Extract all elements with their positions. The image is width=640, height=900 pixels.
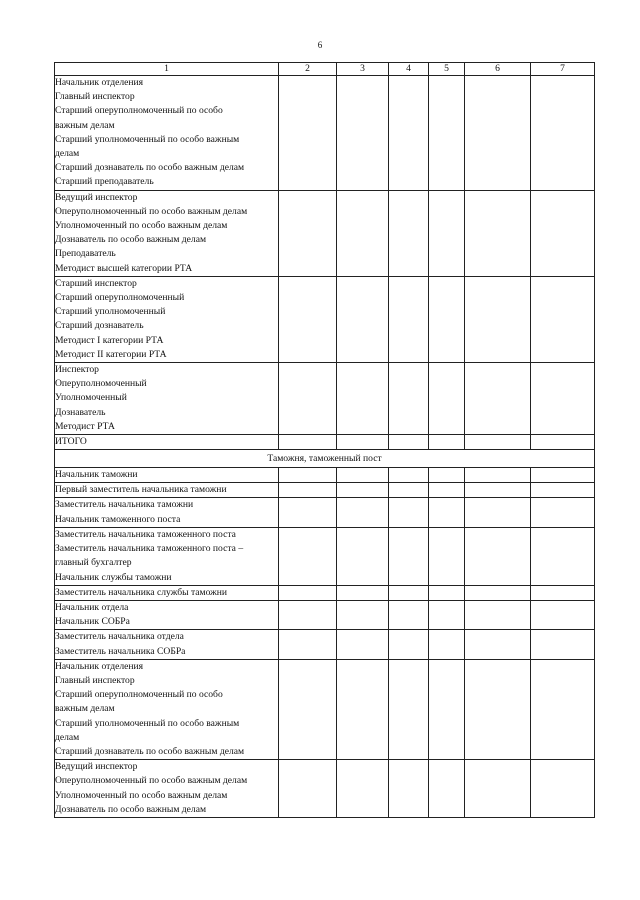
empty-cell bbox=[389, 600, 429, 629]
position-title: Старший уполномоченный по особо важным bbox=[55, 717, 240, 729]
group-row bbox=[55, 76, 595, 191]
position-title: Заместитель начальника таможенного поста – bbox=[55, 543, 244, 555]
column-header: 1 bbox=[55, 63, 279, 76]
empty-cell bbox=[531, 600, 595, 629]
position-title: Уполномоченный по особо важным делам bbox=[55, 220, 228, 232]
page-number: 6 bbox=[317, 40, 323, 50]
position-title: Начальник отделения bbox=[55, 660, 144, 672]
position-title: Начальник СОБРа bbox=[55, 616, 130, 628]
empty-cell bbox=[279, 600, 337, 629]
position-title: Ведущий инспектор bbox=[55, 761, 138, 773]
position-title: Методист высшей категории РТА bbox=[55, 262, 193, 274]
position-list bbox=[55, 585, 279, 600]
position-title: Старший оперуполномоченный по особо bbox=[55, 105, 223, 117]
empty-cell bbox=[531, 760, 595, 818]
position-list bbox=[55, 600, 279, 629]
position-title: делам bbox=[55, 148, 80, 160]
position-title: Старший дознаватель по особо важным делам bbox=[55, 162, 245, 174]
empty-cell bbox=[337, 468, 389, 483]
position-list bbox=[55, 630, 279, 659]
empty-cell bbox=[429, 363, 465, 435]
position-title: Старший оперуполномоченный bbox=[55, 292, 185, 304]
position-title: Старший преподаватель bbox=[55, 176, 154, 188]
empty-cell bbox=[465, 585, 531, 600]
empty-cell bbox=[429, 585, 465, 600]
position-list bbox=[55, 483, 279, 498]
position-title: Начальник службы таможни bbox=[55, 571, 172, 583]
position-title: Дознаватель bbox=[55, 406, 106, 418]
empty-cell bbox=[279, 363, 337, 435]
group-row bbox=[55, 498, 595, 527]
position-list bbox=[55, 468, 279, 483]
empty-cell bbox=[429, 483, 465, 498]
empty-cell bbox=[465, 498, 531, 527]
empty-cell bbox=[337, 659, 389, 759]
position-title: Оперуполномоченный по особо важным делам bbox=[55, 775, 248, 787]
empty-cell bbox=[531, 76, 595, 191]
empty-cell bbox=[389, 76, 429, 191]
empty-cell bbox=[465, 630, 531, 659]
empty-cell bbox=[337, 363, 389, 435]
column-header: 2 bbox=[279, 63, 337, 76]
empty-cell bbox=[279, 483, 337, 498]
column-header: 4 bbox=[389, 63, 429, 76]
position-title: важным делам bbox=[55, 703, 115, 715]
empty-cell bbox=[389, 498, 429, 527]
empty-cell bbox=[531, 659, 595, 759]
position-title: Начальник отдела bbox=[55, 601, 129, 613]
column-header: 6 bbox=[465, 63, 531, 76]
group-row bbox=[55, 527, 595, 585]
empty-cell bbox=[429, 659, 465, 759]
group-row bbox=[55, 468, 595, 483]
position-title: Методист I категории РТА bbox=[55, 334, 164, 346]
group-row bbox=[55, 585, 595, 600]
position-title: Начальник отделения bbox=[55, 77, 144, 88]
empty-cell bbox=[389, 760, 429, 818]
staff-table bbox=[54, 62, 595, 818]
position-title: Заместитель начальника СОБРа bbox=[55, 645, 186, 657]
empty-cell bbox=[389, 363, 429, 435]
section-row bbox=[55, 450, 595, 468]
empty-cell bbox=[531, 630, 595, 659]
position-title: Заместитель начальника службы таможни bbox=[55, 586, 228, 598]
empty-cell bbox=[429, 527, 465, 585]
position-title: Уполномоченный по особо важным делам bbox=[55, 789, 228, 801]
empty-cell bbox=[389, 190, 429, 276]
position-title: Оперуполномоченный bbox=[55, 378, 147, 390]
position-title: важным делам bbox=[55, 119, 115, 131]
group-row bbox=[55, 190, 595, 276]
group-row bbox=[55, 630, 595, 659]
position-title: Заместитель начальника таможенного поста bbox=[55, 528, 236, 540]
empty-cell bbox=[279, 760, 337, 818]
total-row bbox=[55, 435, 595, 450]
position-title: Начальник таможни bbox=[55, 469, 138, 481]
empty-cell bbox=[389, 468, 429, 483]
empty-cell bbox=[465, 190, 531, 276]
empty-cell bbox=[389, 659, 429, 759]
empty-cell bbox=[279, 435, 337, 450]
position-title: Старший дознаватель bbox=[55, 320, 144, 332]
position-title: Инспектор bbox=[55, 364, 99, 376]
column-header: 5 bbox=[429, 63, 465, 76]
empty-cell bbox=[429, 600, 465, 629]
position-list bbox=[55, 363, 279, 435]
empty-cell bbox=[279, 585, 337, 600]
empty-cell bbox=[465, 760, 531, 818]
position-title: Заместитель начальника отдела bbox=[55, 631, 184, 643]
position-title: Главный инспектор bbox=[55, 91, 135, 103]
position-title: Старший дознаватель по особо важным делам bbox=[55, 745, 245, 757]
empty-cell bbox=[337, 630, 389, 659]
position-list bbox=[55, 527, 279, 585]
empty-cell bbox=[389, 527, 429, 585]
empty-cell bbox=[531, 435, 595, 450]
empty-cell bbox=[389, 435, 429, 450]
empty-cell bbox=[389, 483, 429, 498]
position-list bbox=[55, 76, 279, 191]
empty-cell bbox=[465, 527, 531, 585]
empty-cell bbox=[279, 527, 337, 585]
empty-cell bbox=[279, 468, 337, 483]
empty-cell bbox=[465, 276, 531, 362]
group-row bbox=[55, 363, 595, 435]
position-list bbox=[55, 760, 279, 818]
empty-cell bbox=[389, 585, 429, 600]
column-header: 7 bbox=[531, 63, 595, 76]
position-title: Старший уполномоченный bbox=[55, 306, 166, 318]
empty-cell bbox=[279, 190, 337, 276]
empty-cell bbox=[337, 435, 389, 450]
header-row bbox=[55, 63, 595, 76]
empty-cell bbox=[429, 498, 465, 527]
position-title: Старший уполномоченный по особо важным bbox=[55, 133, 240, 145]
empty-cell bbox=[465, 363, 531, 435]
position-list bbox=[55, 190, 279, 276]
empty-cell bbox=[337, 190, 389, 276]
column-header: 3 bbox=[337, 63, 389, 76]
empty-cell bbox=[279, 498, 337, 527]
empty-cell bbox=[337, 483, 389, 498]
position-title: Оперуполномоченный по особо важным делам bbox=[55, 205, 248, 217]
group-row bbox=[55, 483, 595, 498]
empty-cell bbox=[429, 190, 465, 276]
empty-cell bbox=[465, 659, 531, 759]
empty-cell bbox=[337, 585, 389, 600]
empty-cell bbox=[429, 76, 465, 191]
empty-cell bbox=[389, 276, 429, 362]
total-label: ИТОГО bbox=[55, 435, 279, 450]
empty-cell bbox=[279, 630, 337, 659]
empty-cell bbox=[429, 435, 465, 450]
position-title: Ведущий инспектор bbox=[55, 191, 138, 203]
group-row bbox=[55, 760, 595, 818]
empty-cell bbox=[337, 527, 389, 585]
empty-cell bbox=[465, 435, 531, 450]
section-title: Таможня, таможенный пост bbox=[55, 450, 595, 468]
empty-cell bbox=[465, 483, 531, 498]
empty-cell bbox=[465, 600, 531, 629]
empty-cell bbox=[279, 76, 337, 191]
empty-cell bbox=[531, 498, 595, 527]
empty-cell bbox=[279, 659, 337, 759]
empty-cell bbox=[531, 468, 595, 483]
empty-cell bbox=[465, 468, 531, 483]
empty-cell bbox=[389, 630, 429, 659]
position-title: Первый заместитель начальника таможни bbox=[55, 484, 227, 496]
empty-cell bbox=[531, 190, 595, 276]
position-title: Дознаватель по особо важным делам bbox=[55, 803, 207, 815]
empty-cell bbox=[337, 76, 389, 191]
position-list bbox=[55, 659, 279, 759]
position-list bbox=[55, 276, 279, 362]
empty-cell bbox=[429, 760, 465, 818]
empty-cell bbox=[337, 276, 389, 362]
position-title: Старший инспектор bbox=[55, 277, 137, 289]
empty-cell bbox=[531, 276, 595, 362]
empty-cell bbox=[531, 483, 595, 498]
empty-cell bbox=[337, 498, 389, 527]
empty-cell bbox=[337, 760, 389, 818]
empty-cell bbox=[465, 76, 531, 191]
empty-cell bbox=[531, 585, 595, 600]
empty-cell bbox=[279, 276, 337, 362]
empty-cell bbox=[429, 630, 465, 659]
position-title: Уполномоченный bbox=[55, 392, 127, 404]
empty-cell bbox=[337, 600, 389, 629]
position-title: Преподаватель bbox=[55, 248, 116, 260]
position-title: главный бухгалтер bbox=[55, 557, 132, 569]
position-title: Старший оперуполномоченный по особо bbox=[55, 689, 223, 701]
position-title: Методист II категории РТА bbox=[55, 348, 167, 360]
empty-cell bbox=[429, 276, 465, 362]
position-title: Дознаватель по особо важным делам bbox=[55, 234, 207, 246]
empty-cell bbox=[531, 363, 595, 435]
position-title: Главный инспектор bbox=[55, 674, 135, 686]
position-list bbox=[55, 498, 279, 527]
group-row bbox=[55, 600, 595, 629]
position-title: делам bbox=[55, 731, 80, 743]
position-title: Методист РТА bbox=[55, 420, 115, 432]
group-row bbox=[55, 659, 595, 759]
position-title: Начальник таможенного поста bbox=[55, 513, 181, 525]
group-row bbox=[55, 276, 595, 362]
position-title: Заместитель начальника таможни bbox=[55, 499, 194, 511]
empty-cell bbox=[531, 527, 595, 585]
empty-cell bbox=[429, 468, 465, 483]
